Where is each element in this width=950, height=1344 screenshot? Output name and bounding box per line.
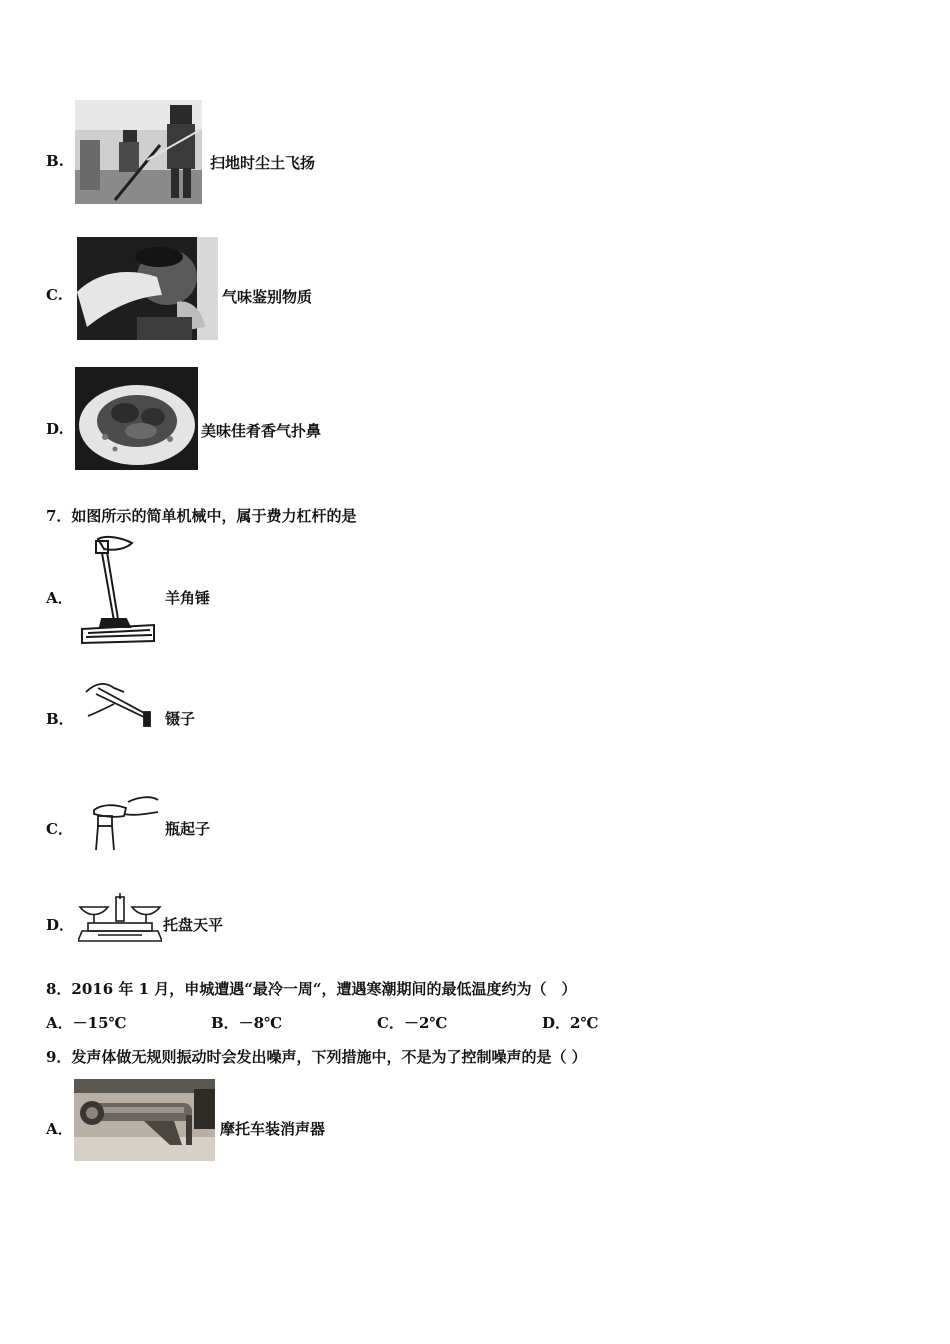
motorcycle-muffler-photo-icon	[74, 1079, 215, 1161]
option-caption: 托盘天平	[163, 916, 224, 934]
option-d: D．2℃	[542, 1014, 599, 1032]
option-caption: 瓶起子	[165, 820, 211, 838]
question-7-stem: 7．如图所示的简单机械中，属于费力杠杆的是	[46, 507, 357, 525]
option-a: A．－15℃	[46, 1014, 127, 1032]
tweezers-drawing-icon	[84, 678, 156, 730]
option-caption: 扫地时尘土飞扬	[210, 154, 316, 172]
option-letter: A．	[46, 589, 73, 607]
option-caption: 镊子	[165, 710, 196, 728]
option-caption: 美味佳肴香气扑鼻	[201, 422, 322, 440]
option-letter: A．	[46, 1120, 73, 1138]
question-9-stem: 9．发声体做无规则振动时会发出噪声，下列措施中，不是为了控制噪声的是（ ）	[46, 1048, 587, 1066]
option-letter: D．	[46, 916, 75, 934]
sweeping-photo-icon	[75, 100, 202, 204]
balance-scale-drawing-icon	[78, 893, 162, 943]
question-8-stem: 8．2016 年 1 月，申城遭遇“最冷一周“，遭遇寒潮期间的最低温度约为（ ）	[46, 980, 577, 998]
option-letter: C.	[46, 286, 63, 304]
option-letter: B.	[46, 152, 64, 170]
option-caption: 摩托车装消声器	[220, 1120, 326, 1138]
option-letter: C．	[46, 820, 73, 838]
smelling-photo-icon	[77, 237, 218, 340]
option-letter: B．	[46, 710, 74, 728]
option-c: C．－2℃	[377, 1014, 448, 1032]
option-caption: 气味鉴别物质	[222, 288, 313, 306]
option-letter: D.	[46, 420, 64, 438]
claw-hammer-drawing-icon	[80, 533, 156, 645]
dish-photo-icon	[75, 367, 198, 470]
option-b: B．－8℃	[211, 1014, 283, 1032]
bottle-opener-drawing-icon	[88, 794, 160, 852]
option-caption: 羊角锤	[165, 589, 211, 607]
